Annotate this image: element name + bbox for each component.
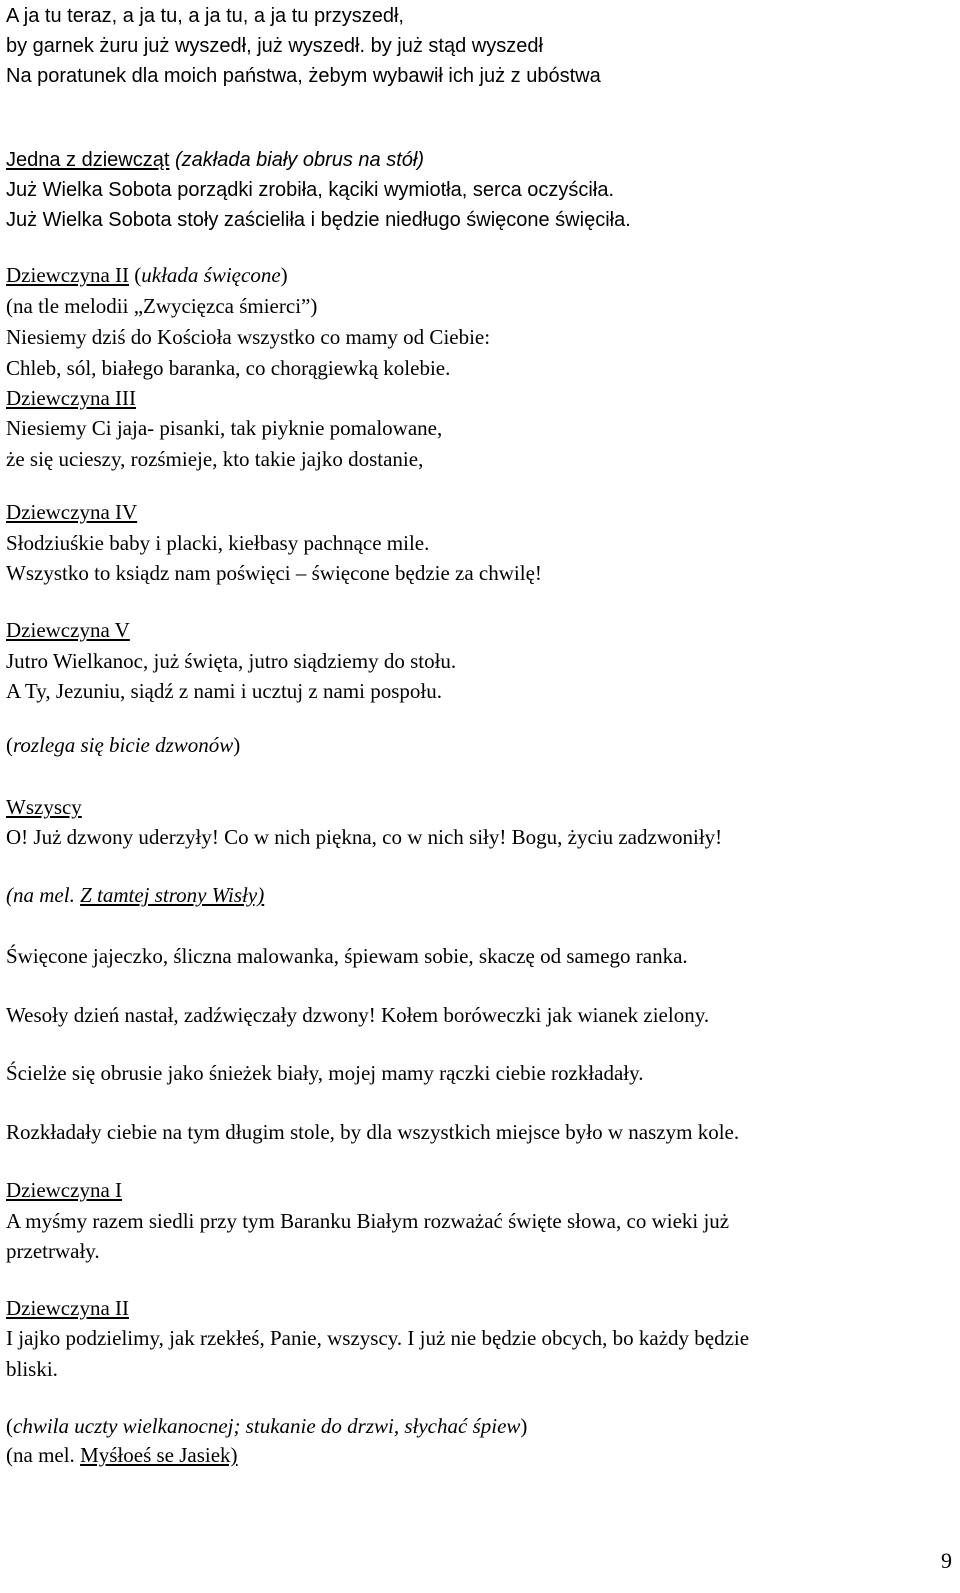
verse-line: Już Wielka Sobota stoły zaścieliła i będzie niedługo święcone święciła. bbox=[6, 209, 631, 231]
melody-note: (na mel. Z tamtej strony Wisły) bbox=[6, 883, 265, 907]
speaker-name: Dziewczyna II bbox=[6, 263, 130, 287]
song-line: Ścielże się obrusie jako śnieżek biały, mojej mamy rączki ciebie rozkładały. bbox=[6, 1061, 644, 1085]
page-number: 9 bbox=[941, 1548, 952, 1573]
verse-line: Chleb, sól, białego baranka, co chorągiewką kolebie. bbox=[6, 356, 451, 380]
speaker-line bbox=[6, 148, 424, 172]
stage-direction: (rozlega się bicie dzwonów) bbox=[6, 733, 241, 757]
stage-direction: (chwila uczty wielkanocnej; stukanie do drzwi, słychać śpiew) bbox=[6, 1414, 528, 1438]
verse-line: przetrwały. bbox=[6, 1239, 100, 1263]
speaker-name: Dziewczyna IV bbox=[6, 500, 138, 524]
verse-line: że się ucieszy, rozśmieje, kto takie jajko dostanie, bbox=[6, 447, 424, 471]
stage-direction: (zakłada biały obrus na stół) bbox=[169, 149, 424, 171]
song-line: Święcone jajeczko, śliczna malowanka, śpiewam sobie, skaczę od samego ranka. bbox=[6, 944, 688, 968]
verse-line: bliski. bbox=[6, 1357, 58, 1381]
verse-line: Słodziuśkie baby i placki, kiełbasy pachnące mile. bbox=[6, 531, 430, 555]
verse-line: Wszystko to ksiądz nam poświęci – święcone będzie za chwilę! bbox=[6, 561, 542, 585]
speaker-line: Dziewczyna II (układa święcone) bbox=[6, 263, 288, 287]
verse-line: Na poratunek dla moich państwa, żebym wybawił ich już z ubóstwa bbox=[6, 65, 601, 87]
song-line: Wesoły dzień nastał, zadźwięczały dzwony! Kołem boróweczki jak wianek zielony. bbox=[6, 1003, 710, 1027]
verse-line: A Ty, Jezuniu, siądź z nami i ucztuj z nami pospołu. bbox=[6, 679, 442, 703]
speaker-name: Dziewczyna V bbox=[6, 618, 130, 642]
speaker-name: Dziewczyna III bbox=[6, 386, 136, 410]
verse-line: A ja tu teraz, a ja tu, a ja tu, a ja tu przyszedł, bbox=[6, 5, 404, 27]
speaker-name: Dziewczyna I bbox=[6, 1178, 123, 1202]
verse-line: I jajko podzielimy, jak rzekłeś, Panie, wszyscy. I już nie będzie obcych, bo każdy będzie bbox=[6, 1326, 750, 1350]
melody-note: (na mel. Myśłoeś se Jasiek) bbox=[6, 1443, 238, 1467]
verse-line: Niesiemy Ci jaja- pisanki, tak piyknie pomalowane, bbox=[6, 416, 443, 440]
verse-line: O! Już dzwony uderzyły! Co w nich piękna, co w nich siły! Bogu, życiu zadzwoniły! bbox=[6, 825, 723, 849]
verse-line: Już Wielka Sobota porządki zrobiła, kąciki wymiotła, serca oczyściła. bbox=[6, 179, 614, 201]
verse-line: Jutro Wielkanoc, już święta, jutro siądziemy do stołu. bbox=[6, 649, 457, 673]
speaker-name: Wszyscy bbox=[6, 795, 82, 819]
speaker-name: Jedna z dziewcząt bbox=[6, 149, 170, 171]
melody-note: (na tle melodii „Zwycięzca śmierci”) bbox=[6, 294, 318, 318]
verse-line: Niesiemy dziś do Kościoła wszystko co mamy od Ciebie: bbox=[6, 325, 491, 349]
verse-line: by garnek żuru już wyszedł, już wyszedł. by już stąd wyszedł bbox=[6, 35, 543, 57]
verse-line: A myśmy razem siedli przy tym Baranku Białym rozważać święte słowa, co wieki już bbox=[6, 1209, 730, 1233]
speaker-name: Dziewczyna II bbox=[6, 1296, 130, 1320]
stage-direction: układa święcone bbox=[141, 263, 281, 287]
song-line: Rozkładały ciebie na tym długim stole, by dla wszystkich miejsce było w naszym kole. bbox=[6, 1120, 740, 1144]
